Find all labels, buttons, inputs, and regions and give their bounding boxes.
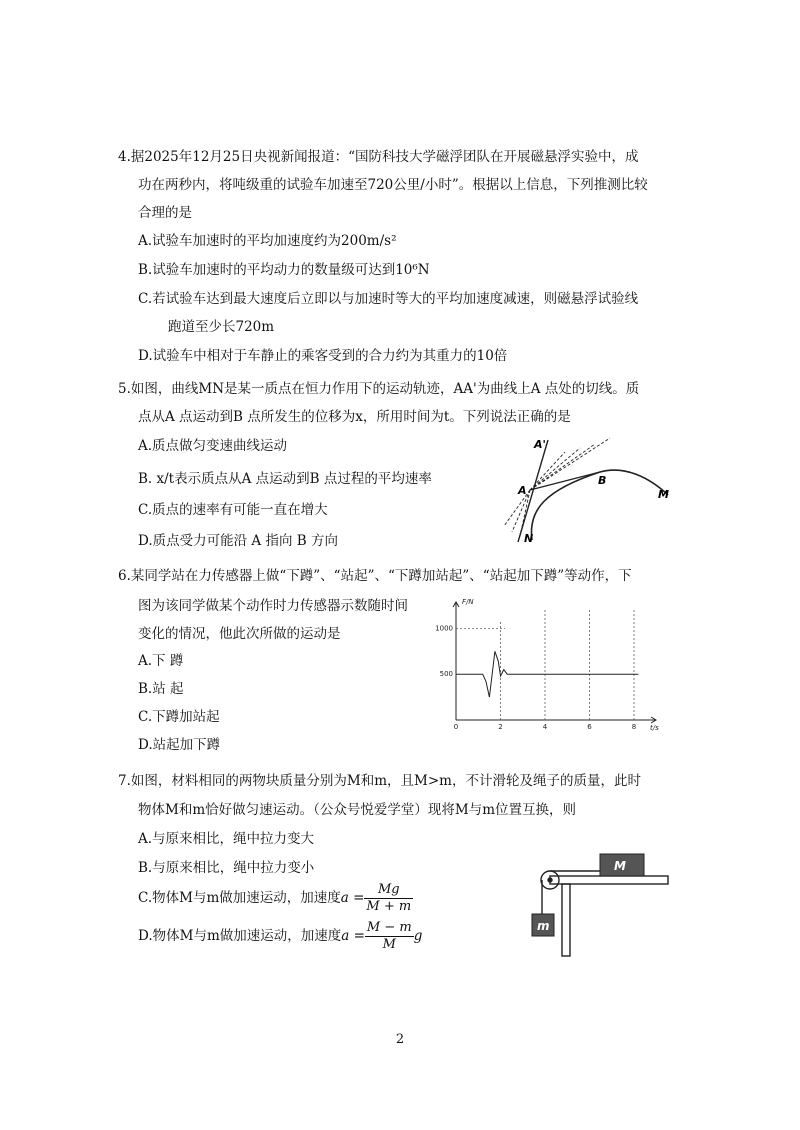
q6-option-a: A.下 蹲 bbox=[138, 653, 184, 669]
q7-option-c-numerator: Mg bbox=[364, 882, 413, 899]
label-a-prime: A' bbox=[534, 438, 546, 451]
q4-option-d: D.试验车中相对于车静止的乘客受到的合力约为其重力的10倍 bbox=[138, 348, 508, 364]
y-tick-label: 1000 bbox=[435, 624, 453, 633]
q4-stem-line2: 功在两秒内，将吨级重的试验车加速至720公里/小时”。根据以上信息，下列推测比较 bbox=[138, 177, 648, 193]
x-axis-label: t/s bbox=[650, 724, 659, 732]
q7-stem-line2: 物体M和m恰好做匀速运动。（公众号悦爱学堂）现将M与m位置互换，则 bbox=[138, 802, 576, 818]
q5-stem-line2: 点从A 点运动到B 点所发生的位移为x，所用时间为t。下列说法正确的是 bbox=[138, 409, 571, 425]
y-axis-label: F/N bbox=[462, 598, 474, 606]
displacement-ab bbox=[530, 472, 600, 490]
q4-option-b: B.试验车加速时的平均动力的数量级可达到10⁶N bbox=[138, 262, 430, 278]
q6-stem-line3: 变化的情况，他此次所做的运动是 bbox=[138, 626, 341, 642]
q6-option-d: D.站起加下蹲 bbox=[138, 737, 221, 753]
q7-option-d-denominator: M bbox=[382, 937, 396, 952]
q7-pulley-figure bbox=[528, 850, 678, 962]
page-number: 2 bbox=[395, 1032, 405, 1047]
q7-option-c bbox=[138, 878, 413, 918]
q7-option-c-lhs: a = bbox=[340, 890, 365, 906]
q7-option-d-numerator: M − m bbox=[366, 920, 412, 935]
q4-stem-line1: 4.据2025年12月25日央视新闻报道：“国防科技大学磁浮团队在开展磁悬浮实验中，成 bbox=[118, 149, 639, 165]
label-n: N bbox=[524, 532, 534, 545]
q4-stem-line3: 合理的是 bbox=[138, 205, 192, 221]
x-tick-label: 4 bbox=[542, 723, 548, 731]
q5-option-b: B. x/t表示质点从A 点运动到B 点过程的平均速率 bbox=[138, 471, 432, 487]
q6-force-time-chart bbox=[430, 598, 670, 733]
x-tick-label: 6 bbox=[587, 723, 592, 731]
x-tick-label: 0 bbox=[453, 723, 459, 731]
table-top bbox=[550, 876, 668, 884]
table-leg bbox=[562, 884, 570, 956]
q4-option-c-line2: 跑道至少长720m bbox=[168, 319, 275, 335]
q7-stem-line1: 7.如图，材料相同的两物块质量分别为M和m，且M>m，不计滑轮及绳子的质量，此时 bbox=[118, 773, 641, 789]
q4-option-c-line1: C.若试验车达到最大速度后立即以与加速时等大的平均加速度减速，则磁悬浮试验线 bbox=[138, 291, 639, 307]
x-tick-label: 8 bbox=[631, 723, 637, 731]
q7-option-d-lhs: a = bbox=[341, 928, 365, 944]
q7-option-d-text: D.物体M与m做加速运动，加速度 bbox=[138, 928, 342, 944]
force-curve bbox=[456, 651, 638, 697]
label-a: A bbox=[518, 484, 527, 497]
y-tick-label: 500 bbox=[439, 670, 453, 679]
q6-stem-line2: 图为该同学做某个动作时力传感器示数随时间 bbox=[138, 598, 408, 614]
block-small-label: m bbox=[537, 919, 550, 933]
q7-option-d bbox=[138, 916, 422, 956]
q6-option-c: C.下蹲加站起 bbox=[138, 709, 220, 725]
q6-option-b: B.站 起 bbox=[138, 681, 184, 697]
q5-option-d: D.质点受力可能沿 A 指向 B 方向 bbox=[138, 533, 338, 549]
q5-stem-line1: 5.如图，曲线MN是某一质点在恒力作用下的运动轨迹，AA'为曲线上A 点处的切线。质 bbox=[118, 381, 640, 397]
q7-option-b: B.与原来相比，绳中拉力变小 bbox=[138, 860, 315, 876]
label-m: M bbox=[658, 488, 669, 501]
block-big-label: M bbox=[614, 859, 626, 873]
q7-option-c-denominator: M + m bbox=[366, 899, 412, 914]
q5-trajectory-figure bbox=[490, 430, 690, 550]
q7-option-c-text: C.物体M与m做加速运动，加速度 bbox=[138, 890, 341, 906]
q7-option-d-fraction bbox=[365, 920, 414, 953]
q5-option-a: A.质点做匀变速曲线运动 bbox=[138, 438, 288, 454]
q5-option-c: C.质点的速率有可能一直在增大 bbox=[138, 502, 328, 518]
label-b: B bbox=[598, 474, 607, 487]
q7-option-c-fraction bbox=[364, 882, 413, 915]
q6-stem-line1: 6.某同学站在力传感器上做“下蹲”、“站起”、“下蹲加站起”、“站起加下蹲”等动作，下 bbox=[118, 568, 632, 584]
q7-option-d-suffix: g bbox=[413, 928, 423, 944]
q4-option-a: A.试验车加速时的平均加速度约为200m/s² bbox=[138, 233, 397, 249]
x-tick-label: 2 bbox=[498, 723, 503, 731]
q7-option-a: A.与原来相比，绳中拉力变大 bbox=[138, 831, 315, 847]
